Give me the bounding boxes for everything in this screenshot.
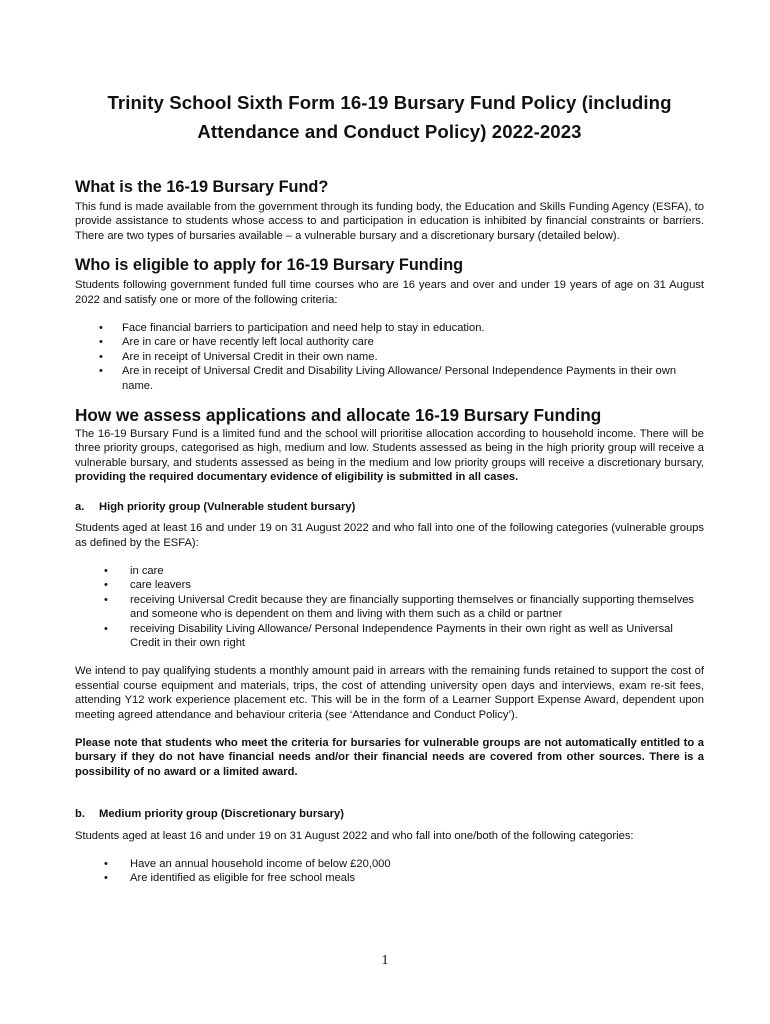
list-item: • receiving Universal Credit because they are financially supporting themselves or financially supporting themselves and someone who is dependent on them and living with them such as a child or partner [104, 593, 695, 621]
eligibility-intro: Students following government funded full time courses who are 16 years and over and under 19 years of age on 31 August 2022 and satisfy one or more of the following criteria: [75, 279, 704, 306]
bullet-icon: • [104, 593, 108, 606]
list-item: • receiving Disability Living Allowance/ Personal Independence Payments in their own right as well as Universal Credit in their own right [104, 622, 673, 649]
section-body-what-is: This fund is made available from the government through its funding body, the Education and Skills Funding Agency (ESFA), to provide assistance to students whose access to and participation in education is inhibited by financial constraints or barriers. There are two types of bursaries available – a vulnerable bursary and a discretionary bursary (detailed below). [75, 201, 704, 242]
high-priority-payment: We intend to pay qualifying students a monthly amount paid in arrears with the remaining funds retained to support the cost of essential course equipment and materials, trips, the cost of attending university open days and interviews, exam re-sit fees, attending Y12 work experience placement etc. This will be in the form of a Learner Support Expense Award, dependent upon meeting agreed attendance and behaviour criteria (see ‘Attendance and Conduct Policy’). [75, 665, 704, 721]
medium-priority-list [75, 857, 704, 886]
list-item: • Are in receipt of Universal Credit in their own name. [99, 350, 378, 363]
bullet-icon: • [99, 322, 103, 335]
bullet-icon: • [104, 858, 108, 870]
list-item: • Are identified as eligible for free school meals [104, 872, 356, 885]
bullet-icon: • [99, 350, 103, 363]
document-content [75, 88, 704, 886]
page-number: 1 [381, 953, 389, 968]
assessment-body: The 16-19 Bursary Fund is a limited fund and the school will prioritise allocation according to household income. There will be three priority groups, categorised as high, medium and low. Students assessed as being in the high priority group will receive a vulnerable bursary, and students assessed as being in the medium and low priority groups will receive a discretionary bursary, providing the required documentary evidence of eligibility is submitted in all cases. [75, 428, 704, 484]
medium-priority-intro: Students aged at least 16 and under 19 on 31 August 2022 and who fall into one/both of the following categories: [75, 829, 634, 842]
subsection-heading-high-priority: a. High priority group (Vulnerable student bursary) [75, 500, 356, 513]
list-item: • Are in care or have recently left local authority care [99, 336, 374, 349]
bullet-icon: • [99, 365, 103, 378]
eligibility-list [75, 321, 704, 393]
bullet-icon: • [104, 872, 108, 885]
list-item: • care leavers [104, 579, 191, 592]
section-heading-assessment: How we assess applications and allocate 16-19 Bursary Funding [75, 405, 602, 426]
high-priority-intro: Students aged at least 16 and under 19 on 31 August 2022 and who fall into one of the following categories (vulnerable groups as defined by the ESFA): [75, 522, 704, 549]
section-heading-what-is: What is the 16-19 Bursary Fund? [75, 178, 329, 196]
document-title: Trinity School Sixth Form 16-19 Bursary Fund Policy (including Attendance and Conduct Policy) 2022-2023 [107, 92, 672, 142]
subsection-heading-medium-priority: b. Medium priority group (Discretionary bursary) [75, 808, 344, 821]
list-item: • Face financial barriers to participation and need help to stay in education. [99, 322, 485, 335]
assessment-body-emphasis: providing the required documentary evidence of eligibility is submitted in all cases. [75, 471, 519, 484]
high-priority-note: Please note that students who meet the criteria for bursaries for vulnerable groups are not automatically entitled to a bursary if they do not have financial needs and/or their financial needs are covered from other sources. There is a possibility of no award or a limited award. [75, 736, 704, 778]
bullet-icon: • [104, 622, 108, 635]
list-item: • in care [104, 564, 164, 577]
list-item: • Are in receipt of Universal Credit and Disability Living Allowance/ Personal Independence Payments in their own name. [99, 365, 677, 392]
bullet-icon: • [104, 579, 108, 592]
bullet-icon: • [99, 336, 103, 349]
high-priority-list [75, 564, 704, 650]
section-heading-eligibility: Who is eligible to apply for 16-19 Bursary Funding [75, 256, 464, 275]
list-item: • Have an annual household income of below £20,000 [104, 858, 391, 870]
bullet-icon: • [104, 564, 108, 577]
